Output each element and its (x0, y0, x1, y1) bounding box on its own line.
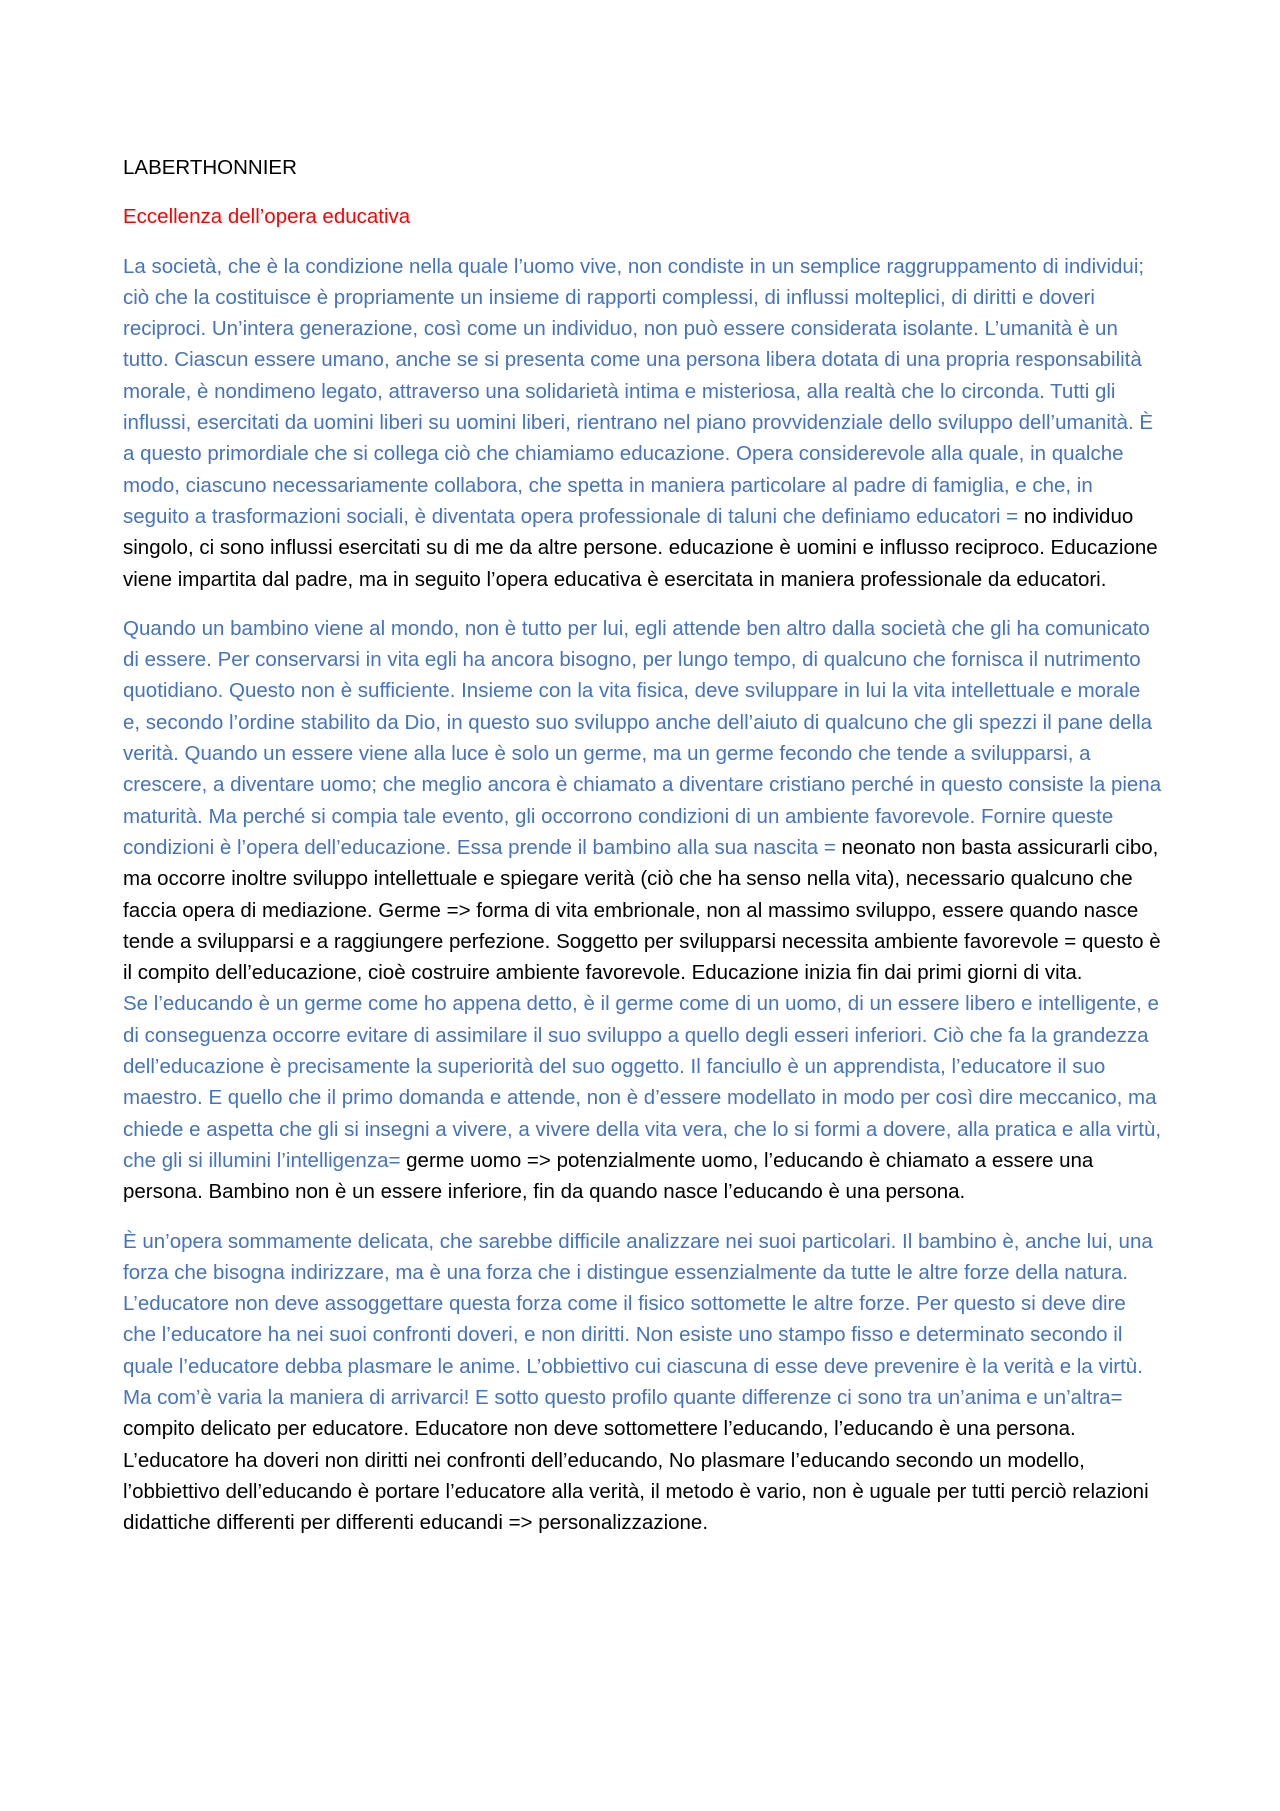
summary-note: no individuo singolo, ci sono influssi esercitati su di me da altre persone. educazione è uomini e influsso reciproco. Educazione viene impartita dal padre, ma in seguito l’opera educativa è esercitata in maniera professionale da educatori. (123, 504, 1158, 591)
summary-note: compito delicato per educatore. Educatore non deve sottomettere l’educando, l’educando è una persona. L’educatore ha doveri non diritti nei confronti dell’educando, No plasmare l’educando secondo un modello, l’obbiettivo dell’educando è portare l’educatore alla verità, il metodo è vario, non è uguale per tutti perciò relazioni didattiche differenti per differenti educandi => personalizzazione. (123, 1417, 1149, 1535)
paragraph-child-birth (123, 613, 1163, 989)
paragraph-germ (123, 988, 1163, 1207)
document-body (123, 152, 1163, 1556)
summary-note: neonato non basta assicurarli cibo, ma occorre inoltre sviluppo intellettuale e spiegare verità (ciò che ha senso nella vita), necessario qualcuno che faccia opera di mediazione. Germe => forma di vita embrionale, non al massimo sviluppo, essere quando nasce tende a svilupparsi e a raggiungere perfezione. Soggetto per svilupparsi necessita ambiente favorevole = questo è il compito dell’educazione, cioè costruire ambiente favorevole. Educazione inizia fin dai primi giorni di vita. (123, 835, 1161, 985)
paragraph-delicate-work (123, 1226, 1163, 1539)
quoted-text: Quando un bambino viene al mondo, non è tutto per lui, egli attende ben altro dalla società che gli ha comunicato di essere. Per conservarsi in vita egli ha ancora bisogno, per lungo tempo, di qualcuno che fornisca il nutrimento quotidiano. Questo non è sufficiente. Insieme con la vita fisica, deve sviluppare in lui la vita intellettuale e morale e, secondo l’ordine stabilito da Dio, in questo suo sviluppo anche dell’aiuto di qualcuno che gli spezzi il pane della verità. Quando un essere viene alla luce è solo un germe, ma un germe fecondo che tende a svilupparsi, a crescere, a diventare uomo; che meglio ancora è chiamato a diventare cristiano perché in questo consiste la piena maturità. Ma perché si compia tale evento, gli occorrono condizioni di un ambiente favorevole. Fornire queste condizioni è l’opera dell’educazione. Essa prende il bambino alla sua nascita = (123, 616, 1162, 859)
quoted-text: Se l’educando è un germe come ho appena detto, è il germe come di un uomo, di un essere libero e intelligente, e di conseguenza occorre evitare di assimilare il suo sviluppo a quello degli esseri inferiori. Ciò che fa la grandezza dell’educazione è precisamente la superiorità del suo oggetto. Il fanciullo è un apprendista, l’educatore il suo maestro. E quello che il primo domanda e attende, non è d’essere modellato in modo per così dire meccanico, ma chiede e aspetta che gli si insegni a vivere, a vivere della vita vera, che lo si formi a dovere, alla pratica e alla virtù, che gli si illumini l’intelligenza= (123, 992, 1162, 1172)
summary-note: germe uomo => potenzialmente uomo, l’educando è chiamato a essere una persona. Bambino non è un essere inferiore, fin da quando nasce l’educando è una persona. (123, 1148, 1094, 1204)
quoted-text: È un’opera sommamente delicata, che sarebbe difficile analizzare nei suoi particolari. Il bambino è, anche lui, una forza che bisogna indirizzare, ma è una forza che i distingue essenzialmente da tutte le altre forze della natura. L’educatore non deve assoggettare questa forza come il fisico sottomette le altre forze. Per questo si deve dire che l’educatore ha nei suoi confronti doveri, e non diritti. Non esiste uno stampo fisso e determinato secondo il quale l’educatore debba plasmare le anime. L’obbiettivo cui ciascuna di esse deve prevenire è la verità e la virtù. Ma com’è varia la maniera di arrivarci! E sotto questo profilo quante differenze ci sono tra un’anima e un’altra= (123, 1229, 1153, 1409)
section-title: Eccellenza dell’opera educativa (123, 205, 411, 229)
paragraph-society (123, 251, 1163, 595)
author-heading: LABERTHONNIER (123, 156, 297, 179)
quoted-text: La società, che è la condizione nella quale l’uomo vive, non condiste in un semplice raggruppamento di individui; ciò che la costituisce è propriamente un insieme di rapporti complessi, di influssi molteplici, di diritti e doveri reciproci. Un’intera generazione, così come un individuo, non può essere considerata isolante. L’umanità è un tutto. Ciascun essere umano, anche se si presenta come una persona libera dotata di una propria responsabilità morale, è nondimeno legato, attraverso una solidarietà intima e misteriosa, alla realtà che lo circonda. Tutti gli influssi, esercitati da uomini liberi su uomini liberi, rientrano nel piano provvidenziale dello sviluppo dell’umanità. È a questo primordiale che si collega ciò che chiamiamo educazione. Opera considerevole alla quale, in qualche modo, ciascuno necessariamente collabora, che spetta in maniera particolare al padre di famiglia, e che, in seguito a trasformazioni sociali, è diventata opera professionale di taluni che definiamo educatori = (123, 254, 1154, 528)
